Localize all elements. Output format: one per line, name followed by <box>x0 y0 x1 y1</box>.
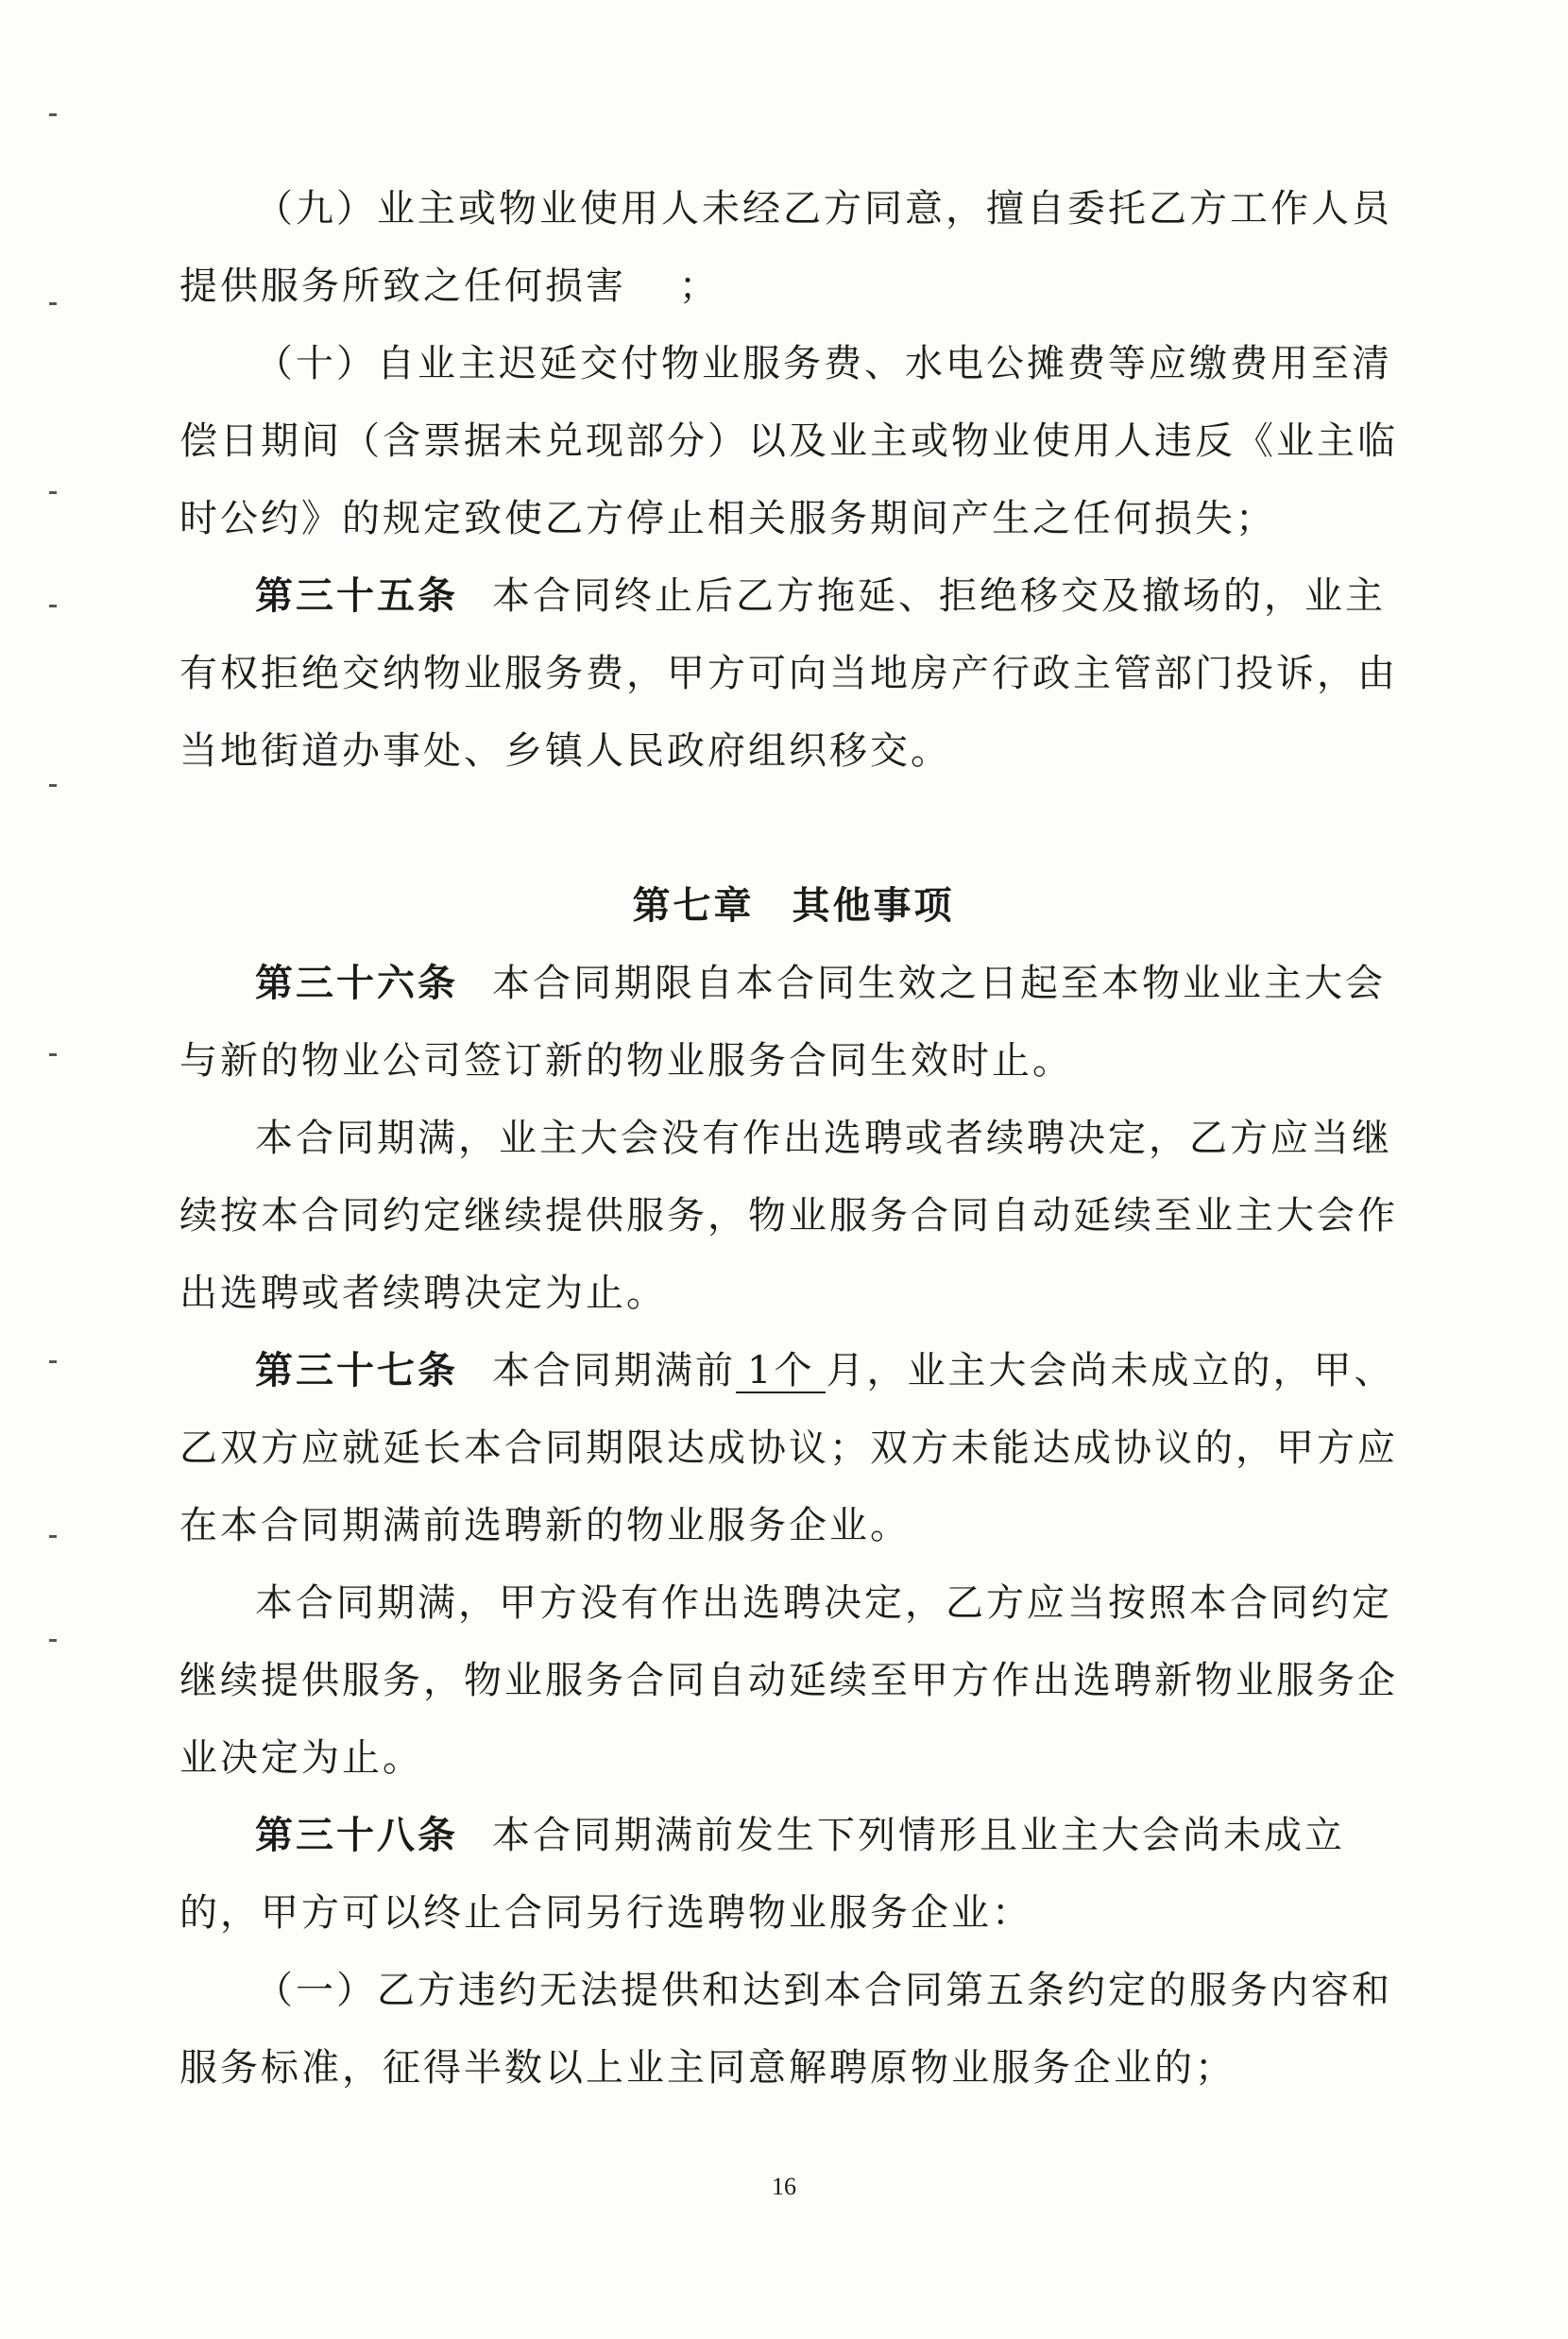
article-35 <box>179 557 1407 635</box>
paragraph-line: （十）自业主迟延交付物业服务费、水电公摊费等应缴费用至清 <box>255 342 1392 385</box>
paragraph-line: 当地街道办事处、乡镇人民政府组织移交。 <box>179 729 951 773</box>
chapter-title: 其他事项 <box>792 883 955 928</box>
scan-mark <box>49 605 57 607</box>
scan-mark <box>49 1535 57 1538</box>
paragraph-line: 在本合同期满前选聘新的物业服务企业。 <box>179 1504 911 1547</box>
scan-mark <box>49 302 57 305</box>
article-label: 第三十七条 <box>255 1348 458 1392</box>
paragraph-line: （九）业主或物业使用人未经乙方同意，擅自委托乙方工作人员 <box>255 187 1392 230</box>
paragraph-line: 有权拒绝交纳物业服务费，甲方可向当地房产行政主管部门投诉，由 <box>179 652 1398 695</box>
scan-mark <box>49 1053 57 1056</box>
scan-mark <box>49 491 57 494</box>
filled-blank: 1个 <box>736 1350 826 1393</box>
page-number: 16 <box>772 2173 796 2200</box>
paragraph-line: 服务标准，征得半数以上业主同意解聘原物业服务企业的； <box>179 2046 1236 2090</box>
document-body <box>179 170 1407 2107</box>
article-label: 第三十五条 <box>255 573 458 618</box>
scan-mark <box>49 784 57 787</box>
line-punct: ； <box>678 265 720 308</box>
paragraph-line: 出选聘或者续聘决定为止。 <box>179 1272 667 1315</box>
chapter-heading <box>179 867 1407 945</box>
paragraph-line: 与新的物业公司签订新的物业服务合同生效时止。 <box>179 1039 1073 1083</box>
article-38 <box>179 1797 1407 1874</box>
line-text: 提供服务所致之任何损害 <box>179 265 626 308</box>
paragraph-line: 本合同期满，甲方没有作出选聘决定，乙方应当按照本合同约定 <box>255 1581 1392 1625</box>
scan-mark <box>49 113 57 116</box>
paragraph-line: 继续提供服务，物业服务合同自动延续至甲方作出选聘新物业服务企 <box>179 1659 1398 1702</box>
scan-mark <box>49 1360 57 1363</box>
paragraph-line: 续按本合同约定继续提供服务，物业服务合同自动延续至业主大会作 <box>179 1194 1398 1238</box>
article-text: 本合同终止后乙方拖延、拒绝移交及撤场的，业主 <box>492 574 1386 618</box>
paragraph-line <box>179 248 1407 325</box>
article-36 <box>179 945 1407 1022</box>
paragraph-line: 偿日期间（含票据未兑现部分）以及业主或物业使用人违反《业主临 <box>179 419 1398 463</box>
article-text: 本合同期限自本合同生效之日起至本物业业主大会 <box>492 962 1386 1005</box>
paragraph-line: 的，甲方可以终止合同另行选聘物业服务企业： <box>179 1891 1032 1935</box>
paragraph-line: 本合同期满，业主大会没有作出选聘或者续聘决定，乙方应当继 <box>255 1117 1392 1160</box>
paragraph-line: 时公约》的规定致使乙方停止相关服务期间产生之任何损失； <box>179 497 1276 540</box>
paragraph-line: （一）乙方违约无法提供和达到本合同第五条约定的服务内容和 <box>255 1969 1392 2012</box>
article-label: 第三十八条 <box>255 1813 458 1857</box>
article-text: 本合同期满前 <box>492 1349 736 1392</box>
paragraph-line: 乙双方应就延长本合同期限达成协议；双方未能达成协议的，甲方应 <box>179 1426 1398 1470</box>
paragraph-line: 业决定为止。 <box>179 1736 423 1780</box>
chapter-number: 第七章 <box>632 883 755 928</box>
article-label: 第三十六条 <box>255 961 458 1005</box>
scan-mark <box>49 1639 57 1642</box>
article-text: 月，业主大会尚未成立的，甲、 <box>826 1349 1395 1392</box>
article-text: 本合同期满前发生下列情形且业主大会尚未成立 <box>492 1814 1345 1857</box>
article-37 <box>179 1332 1407 1409</box>
